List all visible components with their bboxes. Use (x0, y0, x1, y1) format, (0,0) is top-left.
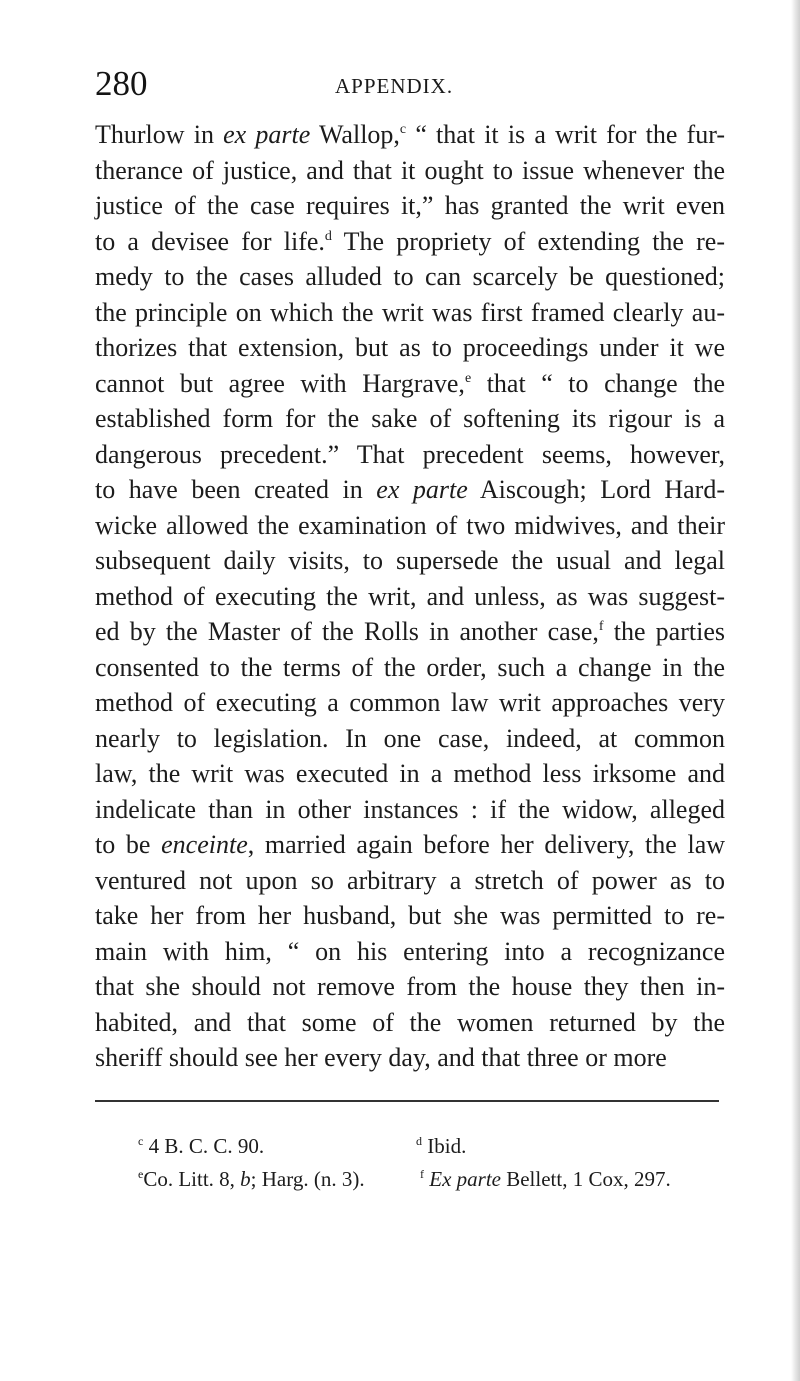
footnote-e: $^e$Co. Litt. 8, b; Harg. (n. 3). (138, 1167, 365, 1191)
text-line: ventured not upon so arbitrary a stretch of power as to (95, 865, 725, 895)
text-line: therance of justice, and that it ought to issue whenever the (95, 155, 725, 185)
text-line: indelicate than in other instances : if the widow, alleged (95, 794, 725, 824)
footnote-f: $^f$ Ex parte Bellett, 1 Cox, 297. (420, 1167, 671, 1191)
footnote-row (138, 1130, 738, 1163)
text-line: established form for the sake of softening its rigour is a (95, 404, 725, 433)
text-line: cannot but agree with Hargrave,$^e$ that “ to change the (95, 368, 725, 398)
text-line: ed by the Master of the Rolls in another case,$^f$ the parties (95, 617, 725, 646)
text-line: subsequent daily visits, to supersede the usual and legal (95, 546, 725, 575)
text-line: to have been created in ex parte Aiscough; Lord Hard- (95, 475, 726, 504)
text-line: justice of the case requires it,” has granted the writ even (95, 191, 725, 220)
text-line: medy to the cases alluded to can scarcely be questioned; (95, 262, 725, 291)
running-head: APPENDIX. (335, 74, 454, 98)
footnote-d: $^d$ Ibid. (416, 1134, 467, 1158)
text-line: consented to the terms of the order, such a change in the (95, 652, 725, 682)
text-line: habited, and that some of the women returned by the (95, 1007, 725, 1037)
page-header (95, 64, 715, 104)
text-line: to be enceinte, married again before her delivery, the law (95, 830, 726, 859)
text-line: method of executing a common law writ approaches very (95, 688, 725, 717)
text-line: nearly to legislation. In one case, indeed, at common (95, 723, 725, 753)
text-line: take her from her husband, but she was permitted to re- (95, 901, 725, 930)
text-line: wicke allowed the examination of two midwives, and their (95, 510, 725, 540)
text-line: thorizes that extension, but as to proceedings under it we (95, 333, 725, 362)
footnote-ref: e (464, 370, 472, 386)
footnotes (138, 1130, 738, 1196)
body-paragraph (95, 117, 725, 1076)
text-line: law, the writ was executed in a method less irksome and (95, 759, 725, 788)
footnote-row (138, 1163, 738, 1196)
footnote-c: $^c$ 4 B. C. C. 90. (138, 1134, 265, 1158)
text-line: main with him, “ on his entering into a recognizance (95, 936, 725, 966)
text-line: sheriff should see her every day, and that three or more (95, 1043, 667, 1072)
text-line: dangerous precedent.” That precedent seems, however, (95, 439, 725, 469)
text-line: the principle on which the writ was first framed clearly au- (95, 297, 725, 327)
text-line: method of executing the writ, and unless, as was suggest- (95, 581, 725, 611)
footnote-divider (95, 1100, 719, 1102)
text-line: Thurlow in ex parte Wallop,$^c$ “ that it is a writ for the fur- (95, 120, 725, 149)
footnote-ref: f (598, 619, 604, 634)
page-number: 280 (95, 64, 148, 103)
text-line: to a devisee for life.$^d$ The propriety of extending the re- (95, 226, 726, 256)
page-edge-shadow (791, 0, 800, 1381)
footnote-ref: c (399, 122, 407, 137)
text-line: that she should not remove from the house they then in- (95, 972, 725, 1001)
footnote-ref: d (324, 228, 332, 244)
